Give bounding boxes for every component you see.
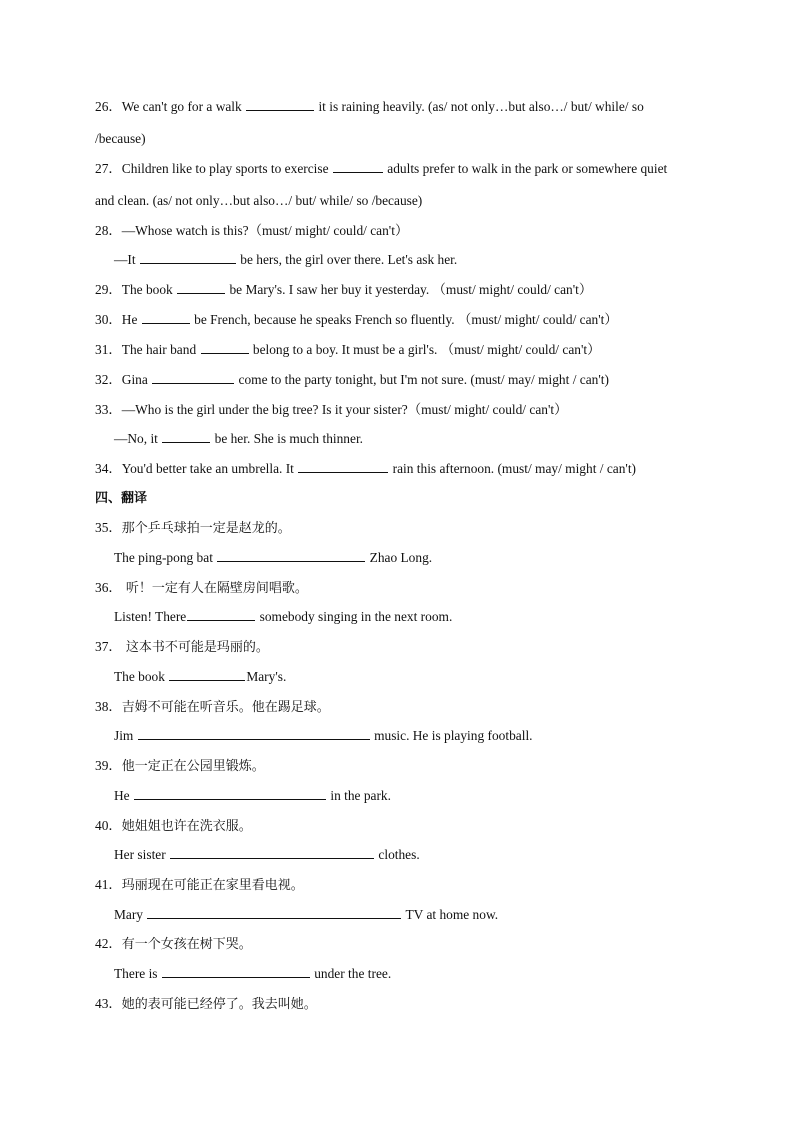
question-number: 32． — [95, 372, 122, 387]
chinese-prompt: 那个乒乓球拍一定是赵龙的。 — [121, 521, 291, 536]
question-text: music. He is playing football. — [374, 728, 533, 743]
question-text: —Whose watch is this?（must/ might/ could/ can't） — [121, 223, 409, 238]
answer-blank[interactable] — [152, 371, 234, 384]
question-text: The book — [121, 282, 173, 297]
question-text: You'd better take an umbrella. It — [121, 461, 294, 476]
question-text: He — [121, 312, 138, 327]
question-26-continued: /because) — [95, 131, 146, 146]
question-text: Children like to play sports to exercise — [121, 161, 329, 176]
question-number: 26． — [95, 99, 122, 114]
answer-blank[interactable] — [162, 965, 310, 978]
question-text: clothes. — [378, 847, 420, 862]
question-number: 36． — [95, 580, 122, 595]
question-number: 41． — [95, 877, 122, 892]
answer-blank[interactable] — [217, 549, 365, 562]
question-31 — [95, 341, 600, 359]
translation-43 — [95, 995, 317, 1014]
question-number: 38． — [95, 699, 122, 714]
question-text: He — [114, 788, 130, 803]
translation-42-answer — [114, 965, 391, 983]
answer-blank[interactable] — [134, 787, 326, 800]
question-text: somebody singing in the next room. — [259, 609, 453, 624]
question-text: under the tree. — [314, 966, 392, 981]
question-number: 40． — [95, 818, 122, 833]
question-text: —No, it — [114, 431, 158, 446]
question-number: 39． — [95, 758, 122, 773]
question-number: 33． — [95, 402, 122, 417]
question-text: We can't go for a walk — [121, 99, 242, 114]
question-number: 35． — [95, 520, 122, 535]
answer-blank[interactable] — [147, 906, 401, 919]
question-text: it is raining heavily. (as/ not only…but also…/ but/ while/ so — [318, 99, 644, 114]
chinese-prompt: 玛丽现在可能正在家里看电视。 — [121, 878, 304, 893]
question-number: 42． — [95, 936, 122, 951]
chinese-prompt: 他一定正在公园里锻炼。 — [121, 759, 265, 774]
question-34 — [95, 460, 636, 478]
question-number: 27． — [95, 161, 122, 176]
answer-blank[interactable] — [138, 727, 370, 740]
translation-40 — [95, 817, 252, 836]
chinese-prompt: 有一个女孩在树下哭。 — [121, 937, 252, 952]
question-number: 30． — [95, 312, 122, 327]
question-number: 31． — [95, 342, 122, 357]
question-26 — [95, 98, 644, 116]
translation-36-answer — [114, 608, 452, 626]
chinese-prompt: 听！一定有人在隔壁房间唱歌。 — [121, 581, 308, 596]
answer-blank[interactable] — [187, 608, 255, 621]
translation-39 — [95, 757, 265, 776]
question-text: TV at home now. — [405, 907, 499, 922]
question-text: be French, because he speaks French so fluently. （must/ might/ could/ can't） — [194, 312, 618, 327]
translation-40-answer — [114, 846, 420, 864]
translation-35 — [95, 519, 291, 538]
question-text: belong to a boy. It must be a girl's. （must/ might/ could/ can't） — [252, 342, 601, 357]
question-text: There is — [114, 966, 158, 981]
answer-blank[interactable] — [142, 311, 190, 324]
question-29 — [95, 281, 592, 299]
translation-39-answer — [114, 787, 391, 805]
translation-37 — [95, 638, 269, 657]
translation-38-answer — [114, 727, 533, 745]
question-30 — [95, 311, 618, 329]
question-text: be Mary's. I saw her buy it yesterday. （must/ might/ could/ can't） — [229, 282, 593, 297]
question-text: in the park. — [330, 788, 391, 803]
translation-35-answer — [114, 549, 432, 567]
question-number: 37． — [95, 639, 122, 654]
question-text: Mary's. — [246, 669, 287, 684]
translation-38 — [95, 698, 330, 717]
chinese-prompt: 她姐姐也许在洗衣服。 — [121, 819, 252, 834]
translation-36 — [95, 579, 308, 598]
question-number: 29． — [95, 282, 122, 297]
question-32 — [95, 371, 609, 389]
translation-41-answer — [114, 906, 498, 924]
question-number: 43． — [95, 996, 122, 1011]
question-28 — [95, 222, 408, 240]
question-text: Mary — [114, 907, 144, 922]
chinese-prompt: 吉姆不可能在听音乐。他在踢足球。 — [121, 700, 330, 715]
question-text: —It — [114, 252, 136, 267]
question-text: come to the party tonight, but I'm not sure. (must/ may/ might / can't) — [238, 372, 609, 387]
question-text: Her sister — [114, 847, 166, 862]
question-text: rain this afternoon. (must/ may/ might / can't) — [392, 461, 637, 476]
question-text: The ping-pong bat — [114, 550, 213, 565]
translation-42 — [95, 935, 252, 954]
question-number: 34． — [95, 461, 122, 476]
question-text: Gina — [121, 372, 148, 387]
question-text: —Who is the girl under the big tree? Is it your sister?（must/ might/ could/ can't） — [121, 402, 568, 417]
answer-blank[interactable] — [298, 460, 388, 473]
translation-41 — [95, 876, 304, 895]
question-28-answer — [114, 251, 457, 269]
question-33 — [95, 401, 567, 419]
answer-blank[interactable] — [162, 430, 210, 443]
translation-37-answer — [114, 668, 286, 686]
chinese-prompt: 这本书不可能是玛丽的。 — [121, 640, 269, 655]
question-text: The hair band — [121, 342, 197, 357]
answer-blank[interactable] — [246, 98, 314, 111]
answer-blank[interactable] — [169, 668, 245, 681]
answer-blank[interactable] — [170, 846, 374, 859]
question-text: be her. She is much thinner. — [214, 431, 364, 446]
question-27 — [95, 160, 667, 178]
question-text: Jim — [114, 728, 134, 743]
chinese-prompt: 她的表可能已经停了。我去叫她。 — [121, 997, 317, 1012]
answer-blank[interactable] — [201, 341, 249, 354]
answer-blank[interactable] — [333, 160, 383, 173]
question-text: adults prefer to walk in the park or somewhere quiet — [387, 161, 668, 176]
question-27-continued: and clean. (as/ not only…but also…/ but/ while/ so /because) — [95, 193, 423, 208]
question-text: The book — [114, 669, 165, 684]
answer-blank[interactable] — [140, 251, 236, 264]
section-heading: 四、翻译 — [95, 491, 148, 506]
question-33-answer — [114, 430, 363, 448]
answer-blank[interactable] — [177, 281, 225, 294]
question-text: be hers, the girl over there. Let's ask her. — [240, 252, 458, 267]
question-text: Listen! There — [114, 609, 187, 624]
question-text: Zhao Long. — [369, 550, 433, 565]
question-number: 28． — [95, 223, 122, 238]
